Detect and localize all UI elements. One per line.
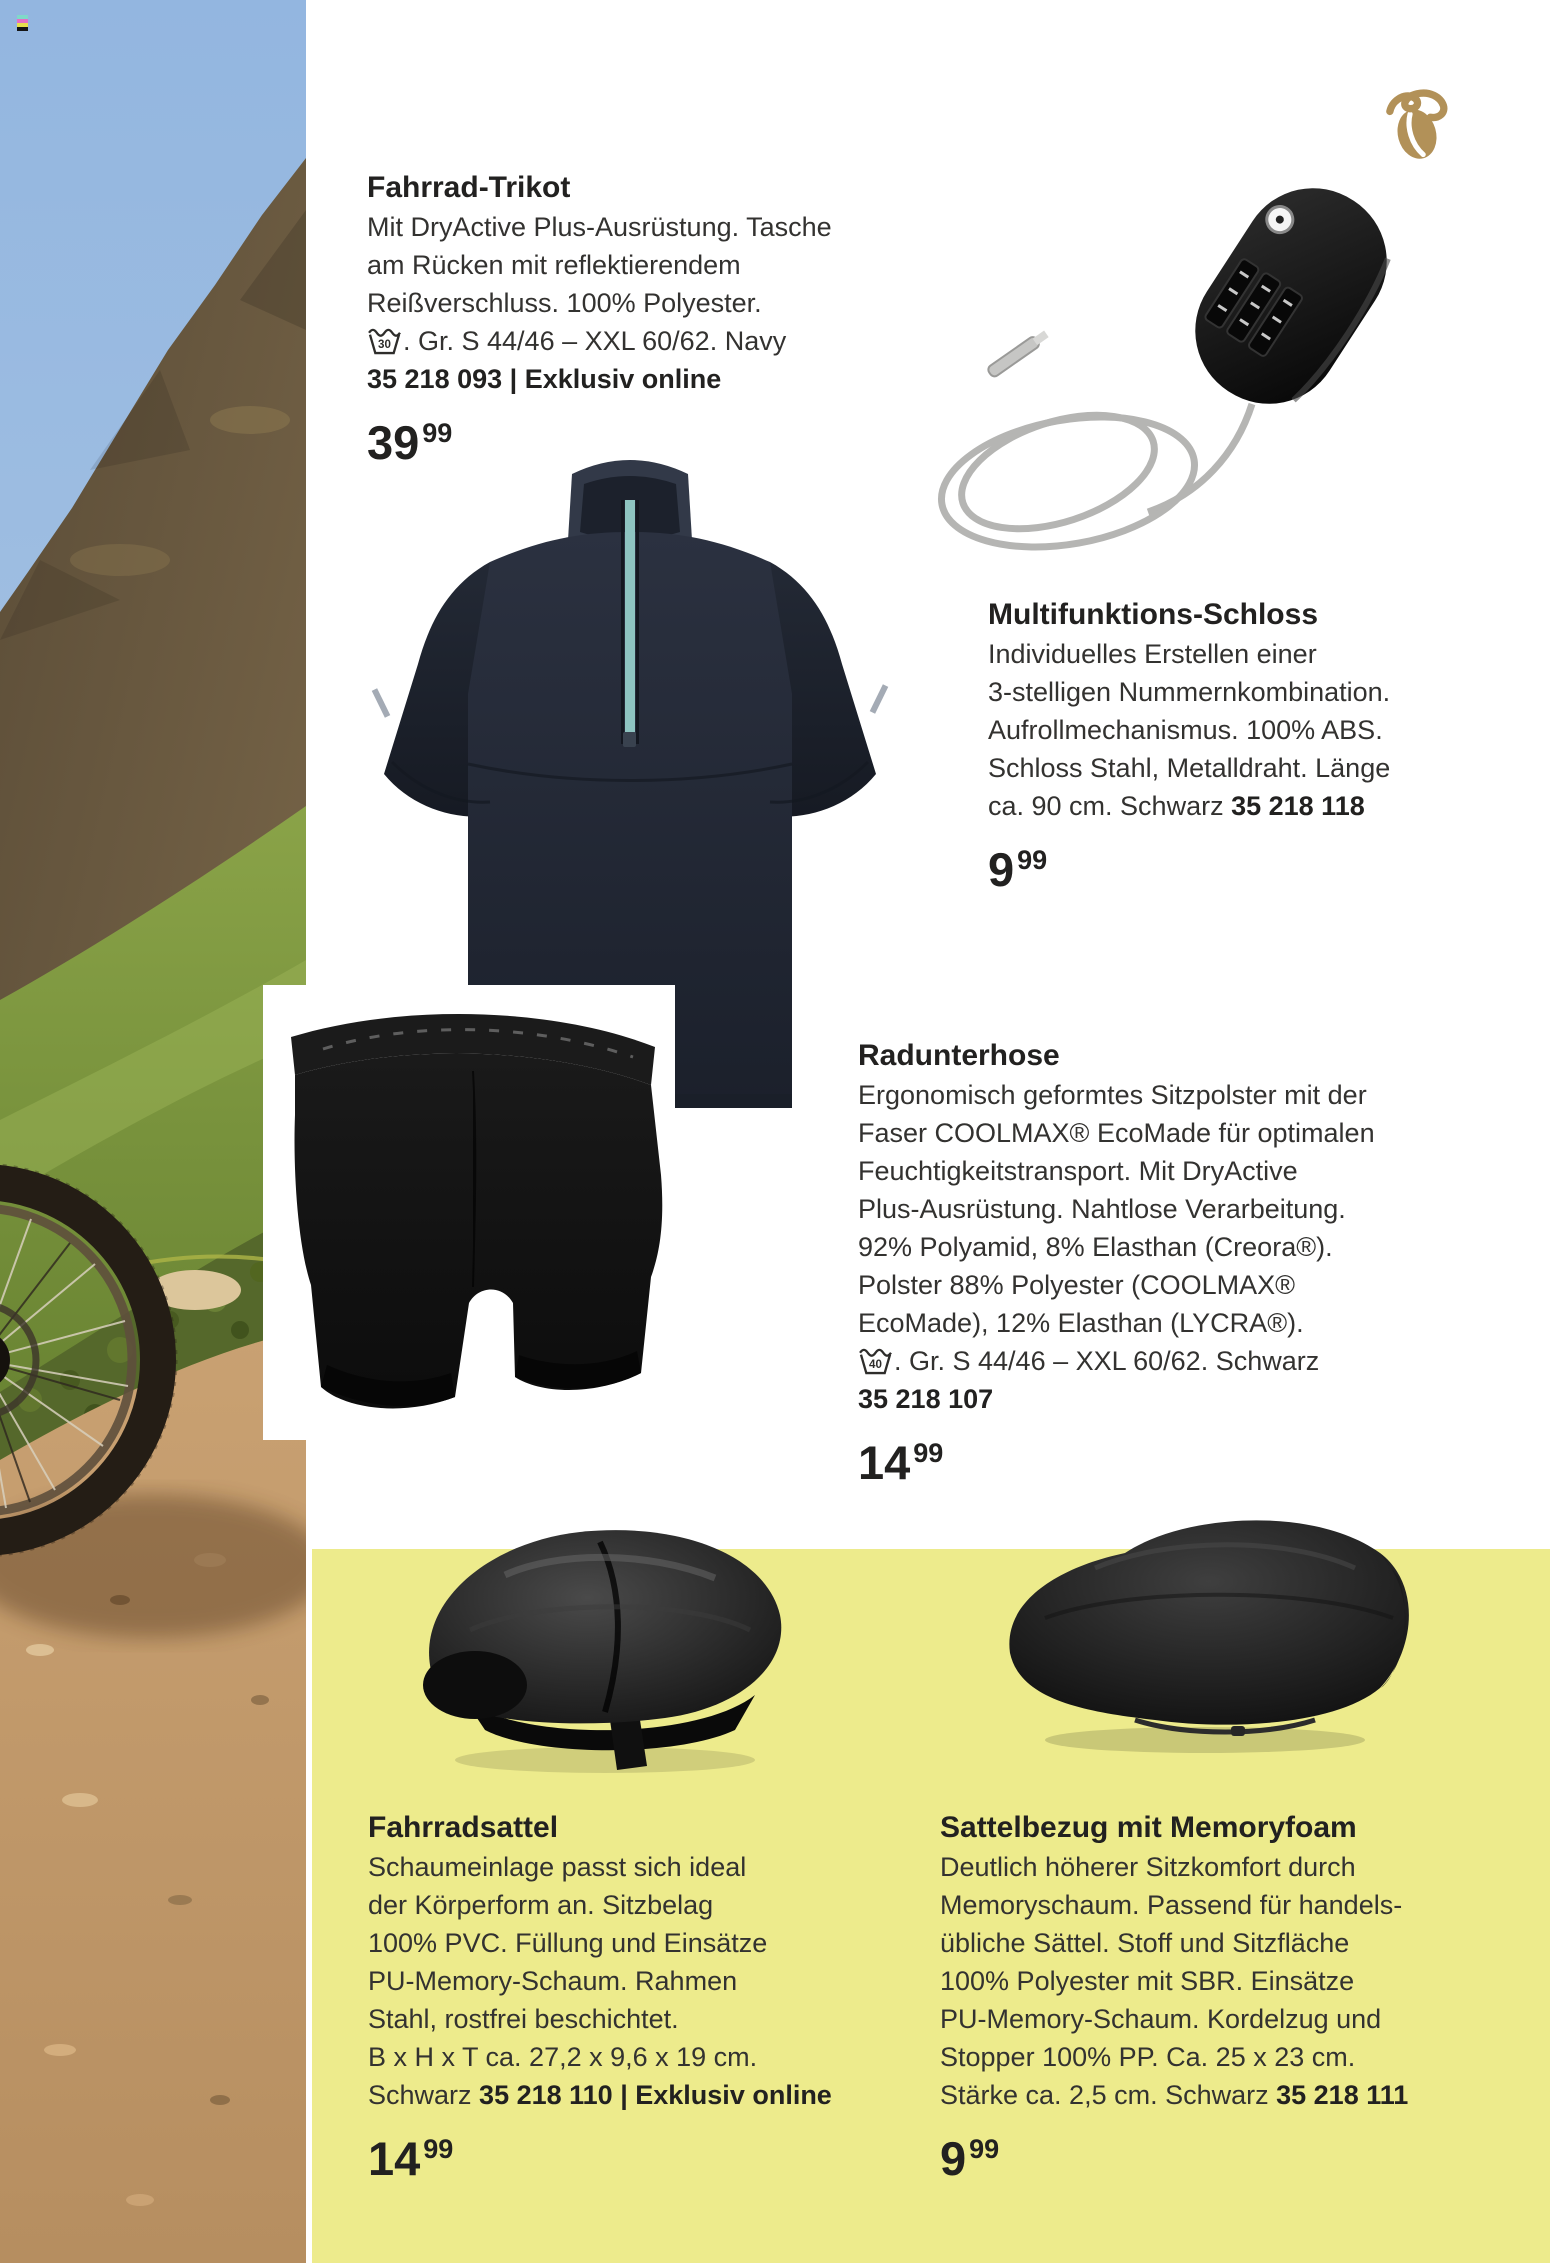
product-title: Radunterhose xyxy=(858,1039,1060,1072)
description-line: Stopper 100% PP. Ca. 25 x 23 cm. xyxy=(940,2042,1356,2072)
description-line: PU-Memory-Schaum. Kordelzug und xyxy=(940,2004,1382,2034)
product-title: Sattelbezug mit Memoryfoam xyxy=(940,1811,1357,1844)
article-number: 35 218 111 xyxy=(1276,2080,1409,2110)
article-number: 35 218 118 xyxy=(1231,791,1365,821)
description-line: 92% Polyamid, 8% Elasthan (Creora®). xyxy=(858,1232,1333,1262)
description-line: 100% Polyester mit SBR. Einsätze xyxy=(940,1966,1355,1996)
article-number: 35 218 107 xyxy=(858,1384,994,1414)
reflective-strip xyxy=(870,684,889,714)
product-title: Fahrradsattel xyxy=(368,1811,559,1844)
zipper xyxy=(625,500,635,744)
care-line xyxy=(858,1342,1375,1380)
print-registration-mark xyxy=(17,15,28,31)
price: 14 $^{99}$ xyxy=(368,2132,454,2185)
shorts-photo xyxy=(263,985,675,1440)
cover-body xyxy=(1009,1520,1409,1724)
price: 9 $^{99}$ xyxy=(988,843,1048,896)
product-card-sattelbezug xyxy=(940,1808,1409,2185)
order-line: 35 218 093 | Exklusiv online xyxy=(367,364,722,394)
description-line: Memoryschaum. Passend für handels- xyxy=(940,1890,1403,1920)
product-card-fahrradsattel xyxy=(368,1808,832,2185)
description-line: Faser COOLMAX® EcoMade für optimalen xyxy=(858,1118,1375,1148)
product-card-radunterhose xyxy=(858,1036,1375,1489)
cable-lock-photo xyxy=(900,172,1420,582)
description-line: der Körperform an. Sitzbelag xyxy=(368,1890,714,1920)
order-line: ca. 90 cm. Schwarz 35 218 118 xyxy=(988,791,1365,821)
description-line: Reißverschluss. 100% Polyester. xyxy=(367,288,762,318)
description-line: EcoMade), 12% Elasthan (LYCRA®). xyxy=(858,1308,1304,1338)
description-line: Mit DryActive Plus-Ausrüstung. Tasche xyxy=(367,212,832,242)
price: 9 $^{99}$ xyxy=(940,2132,1000,2185)
description-line: Schaumeinlage passt sich ideal xyxy=(368,1852,747,1882)
saddle-photo xyxy=(395,1480,815,1780)
saddle-shadow xyxy=(455,1747,755,1773)
scree xyxy=(210,406,290,434)
description-line: B x H x T ca. 27,2 x 9,6 x 19 cm. xyxy=(368,2042,758,2072)
tchibo-bean-logo xyxy=(1384,86,1450,164)
order-line xyxy=(858,1380,1375,1418)
article-number: 35 218 093 xyxy=(367,364,503,394)
lock-cable xyxy=(931,394,1252,566)
product-title: Multifunktions-Schloss xyxy=(988,598,1318,631)
description-line: Ergonomisch geformtes Sitzpolster mit der xyxy=(858,1080,1367,1110)
size-color-text: . Gr. S 44/46 – XXL 60/62. Navy xyxy=(403,326,787,356)
scree xyxy=(70,544,170,576)
price: 14 $^{99}$ xyxy=(858,1436,944,1489)
wash-40-icon xyxy=(858,1346,893,1375)
regmark-stripe xyxy=(17,27,28,31)
description-line: 3-stelligen Nummernkombination. xyxy=(988,677,1391,707)
cable-end-pin xyxy=(986,329,1049,378)
gravel-path xyxy=(0,1330,306,2263)
cord-stopper xyxy=(1231,1726,1245,1736)
description-line: übliche Sättel. Stoff und Sitzfläche xyxy=(940,1928,1350,1958)
description-line: Individuelles Erstellen einer xyxy=(988,639,1317,669)
reflective-strip xyxy=(372,688,391,718)
description-line: Stahl, rostfrei beschichtet. xyxy=(368,2004,679,2034)
wash-30-icon xyxy=(367,326,402,355)
description-line: 100% PVC. Füllung und Einsätze xyxy=(368,1928,768,1958)
care-line xyxy=(367,322,832,360)
svg-text:40: 40 xyxy=(869,1358,882,1372)
product-card-fahrrad-trikot xyxy=(367,168,832,469)
saddle-nose xyxy=(423,1651,527,1719)
product-title: Fahrrad-Trikot xyxy=(367,171,571,204)
order-line: Stärke ca. 2,5 cm. Schwarz 35 218 111 xyxy=(940,2080,1409,2110)
description-line: Aufrollmechanismus. 100% ABS. xyxy=(988,715,1383,745)
description-line: PU-Memory-Schaum. Rahmen xyxy=(368,1966,738,1996)
product-card-multifunktions-schloss xyxy=(988,595,1391,896)
size-color-text: . Gr. S 44/46 – XXL 60/62. Schwarz xyxy=(894,1346,1320,1376)
description-line: Feuchtigkeitstransport. Mit DryActive xyxy=(858,1156,1298,1186)
description-line: Plus-Ausrüstung. Nahtlose Verarbeitung. xyxy=(858,1194,1346,1224)
description-line: am Rücken mit reflektierendem xyxy=(367,250,741,280)
description-line: Deutlich höherer Sitzkomfort durch xyxy=(940,1852,1356,1882)
description-line: Polster 88% Polyester (COOLMAX® xyxy=(858,1270,1296,1300)
article-number: 35 218 110 xyxy=(479,2080,613,2110)
zipper-slider xyxy=(623,732,636,747)
price: 39 $^{99}$ xyxy=(367,416,453,469)
lock-body xyxy=(1168,172,1415,431)
svg-text:30: 30 xyxy=(378,338,391,352)
landscape-photo xyxy=(0,0,306,2263)
order-line: Schwarz 35 218 110 | Exklusiv online xyxy=(368,2080,832,2110)
saddle-cover-photo xyxy=(985,1468,1425,1760)
description-line: Schloss Stahl, Metalldraht. Länge xyxy=(988,753,1391,783)
